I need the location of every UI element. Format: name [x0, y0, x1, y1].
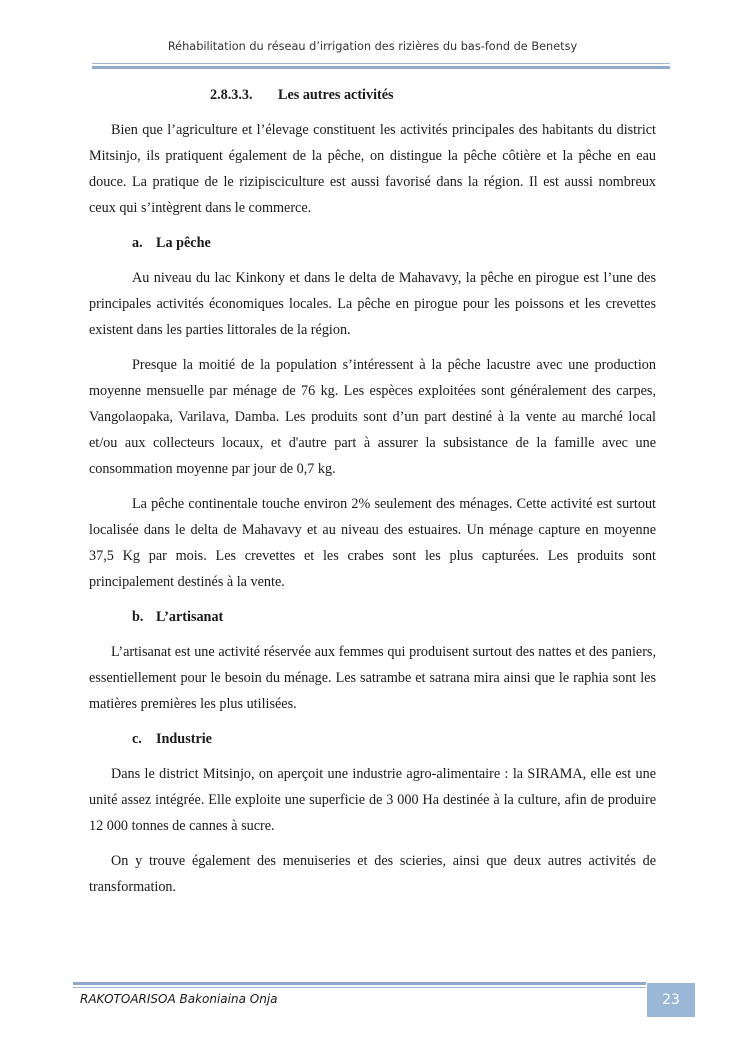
page-header: Réhabilitation du réseau d’irrigation des rizières du bas-fond de Benetsy — [167, 40, 578, 53]
footer-author: RAKOTOARISOA Bakoniaina Onja — [80, 992, 278, 1006]
subheading-letter: a. — [132, 235, 143, 251]
section-heading — [210, 82, 656, 108]
header-rule-thick — [92, 66, 670, 69]
footer-rule — [73, 987, 646, 988]
peche-paragraph-3: La pêche continentale touche environ 2% seulement des ménages. Cette activité est surtout localisée dans le delta de Mahavavy et au niveau des estuaires. Un ménage capture en moyenne 37,5 Kg par mois. Les crevettes et les crabes sont les plus capturées. Les produits sont principalement destinés à la vente. — [89, 496, 656, 590]
subheading-industrie — [132, 726, 656, 752]
page-number: 23 — [647, 983, 695, 1017]
subheading-artisanat — [132, 604, 656, 630]
peche-paragraph-2: Presque la moitié de la population s’intéressent à la pêche lacustre avec une production moyenne mensuelle par ménage de 76 kg. Les espèces exploitées sont généralement des carpes, Vangolaopaka, Varilava, Damba. Les produits sont d’un part destiné à la vente au marché local et/ou aux collecteurs locaux, et d'autre part à assurer la subsistance de la famille avec une consommation moyenne par jour de 0,7 kg. — [89, 357, 656, 477]
industrie-paragraph-2: On y trouve également des menuiseries et des scieries, ainsi que deux autres activités de transformation. — [89, 853, 656, 895]
industrie-paragraph-1: Dans le district Mitsinjo, on aperçoit une industrie agro-alimentaire : la SIRAMA, elle est une unité assez intégrée. Elle exploite une superficie de 3 000 Ha destinée à la culture, afin de produire 12 000 tonnes de cannes à sucre. — [89, 766, 656, 834]
subheading-title: L’artisanat — [156, 609, 224, 625]
subheading-peche — [132, 230, 656, 256]
peche-paragraph-1: Au niveau du lac Kinkony et dans le delta de Mahavavy, la pêche en pirogue est l’une des principales activités économiques locales. La pêche en pirogue pour les poissons et les crevettes existent dans les parties littorales de la région. — [89, 270, 656, 338]
intro-paragraph: Bien que l’agriculture et l’élevage constituent les activités principales des habitants du district Mitsinjo, ils pratiquent également de la pêche, on distingue la pêche côtière et la pêche en eau douce. La pratique de le rizipisciculture est aussi favorisé dans la région. Il est aussi nombreux ceux qui s’intègrent dans le commerce. — [89, 122, 656, 216]
subheading-title: La pêche — [156, 235, 211, 251]
page-content — [89, 82, 656, 909]
section-number: 2.8.3.3. — [210, 87, 253, 103]
header-rule — [92, 63, 670, 64]
subheading-title: Industrie — [156, 731, 212, 747]
section-title: Les autres activités — [278, 87, 394, 103]
subheading-letter: c. — [132, 731, 142, 747]
footer-rule-thick — [73, 982, 646, 985]
subheading-letter: b. — [132, 609, 144, 625]
artisanat-paragraph: L’artisanat est une activité réservée aux femmes qui produisent surtout des nattes et des paniers, essentiellement pour le besoin du ménage. Les satrambe et satrana mira ainsi que le raphia sont les matières premières les plus utilisées. — [89, 644, 656, 712]
